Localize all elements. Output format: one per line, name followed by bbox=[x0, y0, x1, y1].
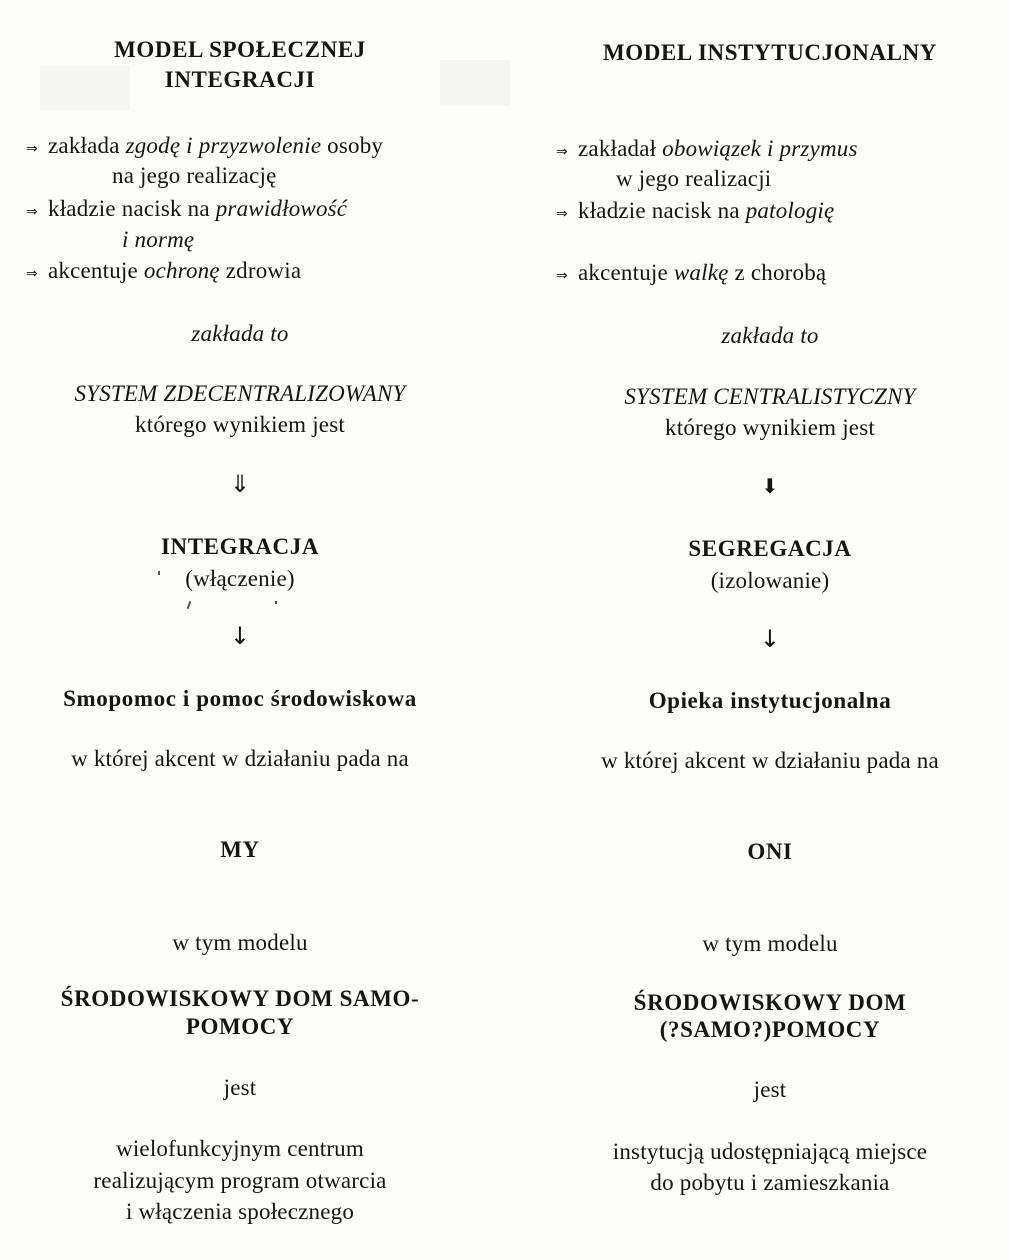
right-model: w tym modelu bbox=[702, 931, 838, 956]
left-bullet-1-cont: na jego realizację bbox=[112, 163, 277, 188]
left-system: SYSTEM ZDECENTRALIZOWANY bbox=[74, 381, 406, 406]
left-dom-line1: ŚRODOWISKOWY DOM SAMO- bbox=[60, 986, 420, 1011]
arrow-bullet-icon: ⇒ bbox=[556, 268, 568, 284]
left-title-line2: INTEGRACJI bbox=[164, 67, 316, 92]
left-akcent: w której akcent w działaniu pada na bbox=[71, 746, 409, 771]
right-bullet-3: ⇒ akcentuje walkę z chorobą bbox=[556, 259, 826, 290]
right-outcome: SEGREGACJA bbox=[688, 536, 852, 561]
arrow-bullet-icon: ⇒ bbox=[556, 144, 568, 160]
left-bullet-2-cont: i normę bbox=[122, 227, 195, 252]
down-arrow-icon: ↓ bbox=[759, 625, 781, 653]
left-bullet-3: ⇒ akcentuje ochronę zdrowia bbox=[26, 257, 301, 288]
right-column bbox=[530, 0, 1010, 1260]
left-bullet-2: ⇒ kładzie nacisk na prawidłowość bbox=[26, 195, 347, 226]
right-bullet-1-cont: w jego realizacji bbox=[616, 166, 772, 191]
right-pronoun: ONI bbox=[747, 839, 793, 864]
right-zaklada: zakłada to bbox=[721, 323, 819, 348]
right-system: SYSTEM CENTRALISTYCZNY bbox=[624, 384, 916, 409]
arrow-bullet-icon: ⇒ bbox=[26, 204, 38, 220]
left-desc-line2: realizującym program otwarcia bbox=[93, 1168, 387, 1193]
arrow-bullet-icon: ⇒ bbox=[26, 141, 38, 157]
left-outcome-sub: (włączenie) bbox=[185, 566, 295, 591]
arrow-bullet-icon: ⇒ bbox=[26, 266, 38, 282]
right-care: Opieka instytucjonalna bbox=[648, 688, 892, 713]
right-akcent: w której akcent w działaniu pada na bbox=[601, 748, 939, 773]
left-care: Smopomoc i pomoc środowiskowa bbox=[63, 686, 417, 711]
right-bullet-2: ⇒ kładzie nacisk na patologię bbox=[556, 197, 834, 228]
right-title-line1: MODEL INSTYTUCJONALNY bbox=[602, 40, 937, 65]
right-bullet-1: ⇒ zakładał obowiązek i przymus bbox=[556, 135, 858, 166]
right-dom-line2: (?SAMO?)POMOCY bbox=[659, 1017, 881, 1042]
left-zaklada: zakłada to bbox=[191, 321, 289, 346]
left-jest: jest bbox=[223, 1075, 257, 1100]
left-pronoun: MY bbox=[220, 837, 260, 862]
arrow-bullet-icon: ⇒ bbox=[556, 206, 568, 222]
left-desc-line3: i włączenia społecznego bbox=[125, 1199, 355, 1224]
left-dom-line2: POMOCY bbox=[185, 1014, 295, 1039]
thick-down-arrow-icon: ⬇ bbox=[761, 474, 779, 498]
right-desc-line2: do pobytu i zamieszkania bbox=[650, 1170, 890, 1195]
right-jest: jest bbox=[753, 1077, 787, 1102]
right-desc-line1: instytucją udostępniającą miejsce bbox=[612, 1139, 928, 1164]
left-column bbox=[0, 0, 480, 1260]
left-wynik: którego wynikiem jest bbox=[135, 412, 345, 437]
left-model: w tym modelu bbox=[172, 930, 308, 955]
left-bullet-1: ⇒ zakłada zgodę i przyzwolenie osoby bbox=[26, 132, 383, 163]
down-arrow-icon: ↓ bbox=[229, 622, 251, 650]
double-down-arrow-icon: ⇓ bbox=[229, 470, 251, 498]
right-wynik: którego wynikiem jest bbox=[665, 415, 875, 440]
right-dom-line1: ŚRODOWISKOWY DOM bbox=[633, 990, 907, 1015]
left-outcome: INTEGRACJA bbox=[160, 534, 320, 559]
left-desc-line1: wielofunkcyjnym centrum bbox=[116, 1136, 364, 1161]
right-outcome-sub: (izolowanie) bbox=[710, 568, 830, 593]
left-title-line1: MODEL SPOŁECZNEJ bbox=[114, 37, 366, 62]
